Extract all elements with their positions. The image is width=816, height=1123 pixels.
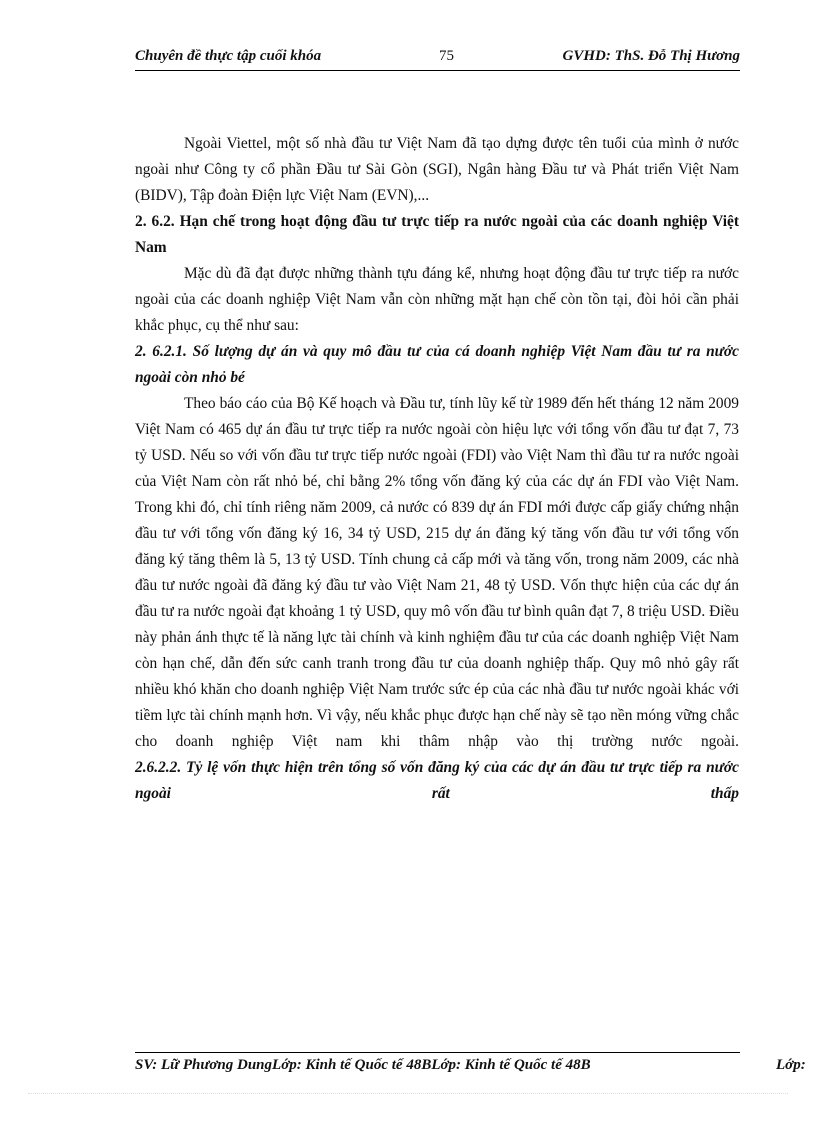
footer-rule [135,1052,740,1053]
header-rule [135,70,740,71]
footer-student-info: SV: Lữ Phương DungLớp: Kinh tế Quốc tế 48BLớp: Kinh tế Quốc tế 48B [135,1057,591,1073]
header-course-title: Chuyên đề thực tập cuối khóa [135,48,322,64]
section-heading-limitations: 2. 6.2. Hạn chế trong hoạt động đầu tư trực tiếp ra nước ngoài của các doanh nghiệp Việt Nam [135,213,739,256]
page-bottom-dotted-line [28,1093,788,1094]
paragraph-viettel: Ngoài Viettel, một số nhà đầu tư Việt Nam đã tạo dựng được tên tuổi của mình ở nước ngoài như Công ty cổ phần Đầu tư Sài Gòn (SGI), Ngân hàng Đầu tư và Phát triển Việt Nam (BIDV), Tập đoàn Điện lực Việt Nam (EVN),... [135,135,739,204]
subsection-heading-project-scale: 2. 6.2.1. Số lượng dự án và quy mô đầu tư của cá doanh nghiệp Việt Nam đầu tư ra nước ngoài còn nhỏ bé [135,343,739,386]
paragraph-project-scale: Theo báo cáo của Bộ Kế hoạch và Đầu tư, tính lũy kế từ 1989 đến hết tháng 12 năm 2009 Việt Nam có 465 dự án đầu tư trực tiếp ra nước ngoài còn hiệu lực với tổng vốn đầu tư đạt 7, 73 tỷ USD. Nếu so với vốn đầu tư trực tiếp nước ngoài (FDI) vào Việt Nam thì đầu tư ra nước ngoài của Việt Nam còn rất nhỏ bé, chỉ bằng 2% tổng vốn đăng ký của các dự án FDI vào Việt Nam. Trong khi đó, chỉ tính riêng năm 2009, cả nước có 839 dự án FDI mới được cấp giấy chứng nhận đầu tư với tổng vốn đăng ký 16, 34 tỷ USD, 215 dự án đăng ký tăng vốn đầu tư với tổng vốn đăng ký tăng thêm là 5, 13 tỷ USD. Tính chung cả cấp mới và tăng vốn, trong năm 2009, các nhà đầu tư nước ngoài đã đăng ký đầu tư vào Việt Nam 21, 48 tỷ USD. Vốn thực hiện của các dự án đầu tư ra nước ngoài đạt khoảng 1 tỷ USD, quy mô vốn đầu tư bình quân đạt 7, 8 triệu USD. Điều này phản ánh thực tế là năng lực tài chính và kinh nghiệm đầu tư của các doanh nghiệp Việt Nam còn hạn chế, dẫn đến sức canh tranh trong đầu tư của doanh nghiệp thấp. Quy mô nhỏ gây rất nhiều khó khăn cho doanh nghiệp Việt Nam trước sức ép của các nhà đầu tư nước ngoài khác với tiềm lực tài chính mạnh hơn. Vì vậy, nếu khắc phục được hạn chế này sẽ tạo nền móng vững chắc cho doanh nghiệp Việt nam khi thâm nhập vào thị trường nước ngoài. [135,395,739,750]
paragraph-limitations-intro: Mặc dù đã đạt được những thành tựu đáng kể, nhưng hoạt động đầu tư trực tiếp ra nước ngoài của các doanh nghiệp Việt Nam vẫn còn những mặt hạn chế còn tồn tại, đòi hỏi cần phải khắc phục, cụ thể như sau: [135,265,739,334]
page-body [135,131,739,807]
subsection-heading-capital-ratio: 2.6.2.2. Tỷ lệ vốn thực hiện trên tổng số vốn đăng ký của các dự án đầu tư trực tiếp ra nước ngoài rất thấp [135,759,739,802]
page-number: 75 [439,48,454,64]
footer-class-label: Lớp: [776,1057,806,1073]
header-supervisor: GVHD: ThS. Đỗ Thị Hương [562,48,740,64]
page-header [135,48,740,70]
